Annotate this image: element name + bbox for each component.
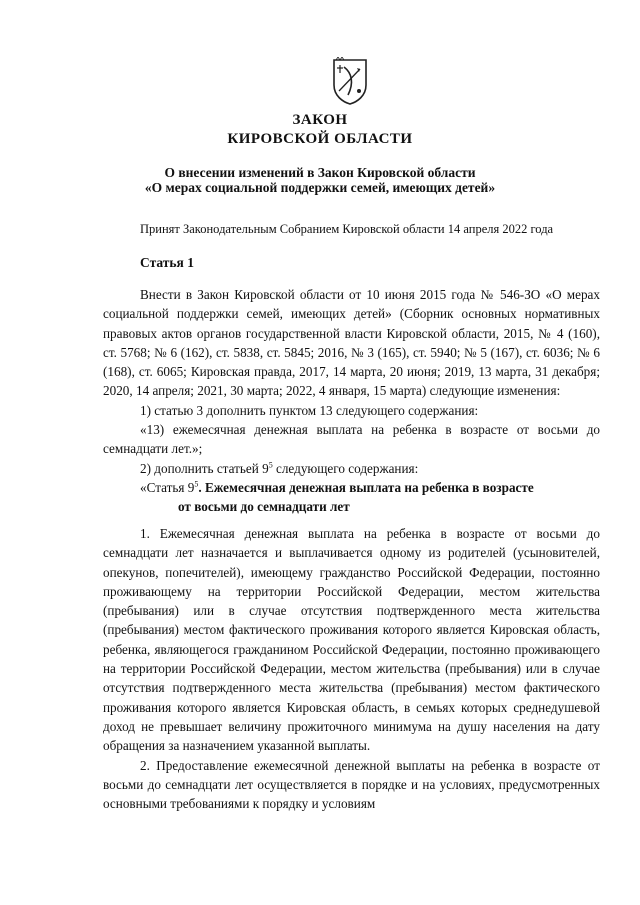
new-article-title: «Статья $9^5$. Ежемесячная денежная выплата на ребенка в возрасте: [140, 479, 534, 495]
amendment-item-1: 1) статью 3 дополнить пунктом 13 следующего содержания:: [140, 402, 479, 418]
region-title: КИРОВСКОЙ ОБЛАСТИ: [227, 131, 413, 147]
kirov-coat-of-arms-icon: [330, 57, 370, 105]
law-title: ЗАКОН: [292, 112, 348, 128]
article-1-body: [103, 285, 600, 517]
amendment-item-1-text: «13) ежемесячная денежная выплата на ребенка в возрасте от восьми до семнадцати лет.»;: [103, 422, 600, 457]
law-subject-line1: О внесении изменений в Закон Кировской области: [164, 165, 476, 180]
adoption-note: Принят Законодательным Собранием Кировской области 14 апреля 2022 года: [140, 222, 554, 236]
article-1-heading: Статья 1: [140, 255, 194, 270]
new-article-title-line2: от восьми до семнадцати лет: [178, 499, 350, 515]
new-article-body: [103, 524, 600, 813]
law-subject-line2: «О мерах социальной поддержки семей, имеющих детей»: [144, 180, 496, 195]
article-intro: Внести в Закон Кировской области от 10 июня 2015 года № 546-ЗО «О мерах социальной поддержки семей, имеющих детей» (Сборник основных нормативных правовых актов органов государственной власти Кировской области, 2015, № 4 (160), ст. 5768; № 6 (162), ст. 5838, ст. 5845; 2016, № 3 (165), ст. 5940; № 5 (167), ст. 6036; № 6 (168), ст. 6065; Кировская правда, 2017, 14 марта, 20 июня; 2019, 13 марта, 31 декабря; 2020, 14 апреля; 2021, 30 марта; 2022, 4 января, 15 марта) следующие изменения:: [103, 287, 600, 399]
new-article-paragraph-2: 2. Предоставление ежемесячной денежной выплаты на ребенка в возрасте от восьми до семнадцати лет осуществляется в порядке и на условиях, предусмотренных основными требованиями к порядку и условиям: [103, 757, 600, 812]
amendment-item-2: 2) дополнить статьей $9^5$ следующего содержания:: [140, 460, 419, 476]
new-article-paragraph-1: 1. Ежемесячная денежная выплата на ребенка в возрасте от восьми до семнадцати лет назначается и выплачивается одному из родителей (усыновителей, опекунов, попечителей), имеющему гражданство Российской Федерации, постоянно проживающему на территории Российской Федерации, местом жительства (пребывания) или в случае отсутствия подтвержденного места жительства (пребывания) местом фактического проживания которого является Кировская область, ребенка, являющегося гражданином Российской Федерации, постоянно проживающего на территории Российской Федерации, местом жительства (пребывания) или в случае отсутствия подтвержденного места жительства (пребывания) местом фактического проживания которого является Кировская область, в семьях которых среднедушевой доход не превышает величину прожиточного минимума на душу населения на дату обращения за назначением указанной выплаты.: [103, 526, 600, 754]
